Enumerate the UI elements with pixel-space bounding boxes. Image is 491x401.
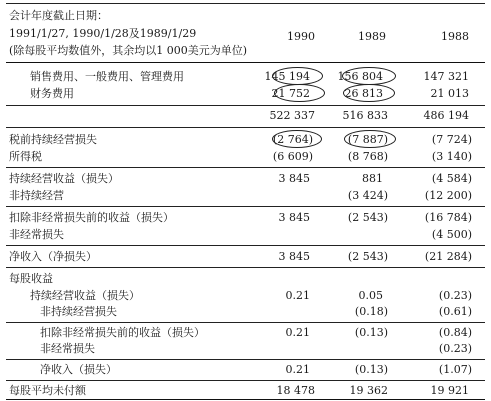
- circled-value: [271, 84, 325, 102]
- cell: 26 813: [344, 87, 383, 100]
- cell: (4 584): [431, 172, 472, 185]
- cell: 21 752: [271, 87, 310, 100]
- row-label-sga: 销售费用、一般费用、管理费用: [30, 70, 184, 83]
- cell: 0.21: [285, 326, 310, 339]
- section-rule: [6, 359, 485, 360]
- cell: (0.61): [438, 305, 472, 318]
- cell: 145 194: [264, 70, 310, 83]
- cell: (7 724): [431, 133, 472, 146]
- cell: (0.18): [354, 305, 388, 318]
- header-line-2: 1991/1/27, 1990/1/28及1989/1/29: [9, 27, 197, 40]
- circled-value: [342, 67, 396, 85]
- row-label-income-tax: 所得税: [9, 150, 42, 163]
- section-rule: [6, 127, 485, 128]
- circled-value: [344, 130, 396, 148]
- cell: (2 764): [272, 133, 313, 146]
- circled-value: [272, 67, 323, 85]
- circled-value: [343, 84, 395, 102]
- row-label-continuing-ops: 持续经营收益（损失）: [9, 172, 119, 185]
- row-label-eps-continuing: 持续经营收益（损失）: [30, 289, 140, 302]
- row-label-finance: 财务费用: [30, 87, 74, 100]
- row-label-eps-before-extraordinary: 扣除非经常损失前的收益（损失）: [40, 326, 205, 339]
- cell: 19 921: [430, 384, 469, 397]
- row-label-net-income: 净收入（净损失）: [9, 250, 97, 263]
- cell: 486 194: [423, 109, 469, 122]
- top-rule: [6, 3, 485, 4]
- section-rule: [6, 245, 485, 246]
- cell: 0.21: [285, 363, 310, 376]
- row-label-discontinued-ops: 非持续经营: [9, 189, 64, 202]
- cell: (6 609): [272, 150, 313, 163]
- cell: 522 337: [269, 109, 315, 122]
- cell: (2 543): [347, 211, 388, 224]
- row-label-eps-net: 净收入（损失）: [40, 363, 117, 376]
- cell: 516 833: [342, 109, 388, 122]
- cell: 3 845: [278, 172, 310, 185]
- cell: 881: [362, 172, 383, 185]
- cell: (0.13): [354, 326, 388, 339]
- cell: (0.23): [438, 289, 472, 302]
- subtotal-rule: [6, 105, 485, 106]
- year-col-1989: 1989: [358, 30, 386, 43]
- row-label-before-extraordinary: 扣除非经常损失前的收益（损失）: [9, 211, 174, 224]
- header-line-3: (除每股平均数值外，其余均以1 000美元为单位): [9, 44, 248, 57]
- cell: 18 478: [276, 384, 315, 397]
- cell: 3 845: [278, 250, 310, 263]
- row-label-eps: 每股收益: [9, 272, 53, 285]
- bottom-rule: [6, 399, 485, 400]
- year-col-1988: 1988: [441, 30, 469, 43]
- section-rule: [6, 322, 485, 323]
- row-label-pretax-loss: 税前持续经营损失: [9, 133, 97, 146]
- cell: (7 887): [347, 133, 388, 146]
- cell: 156 804: [337, 70, 383, 83]
- year-col-1990: 1990: [287, 30, 315, 43]
- cell: (12 200): [424, 189, 472, 202]
- section-rule: [6, 267, 485, 268]
- cell: (16 784): [424, 211, 472, 224]
- cell: (0.13): [354, 363, 388, 376]
- cell: 21 013: [430, 87, 469, 100]
- section-rule: [6, 206, 485, 207]
- circled-value: [272, 130, 322, 148]
- cell: (4 500): [431, 228, 472, 241]
- cell: 3 845: [278, 211, 310, 224]
- cell: (0.84): [438, 326, 472, 339]
- row-label-extraordinary-loss: 非经常损失: [9, 228, 64, 241]
- section-rule: [6, 167, 485, 168]
- cell: (2 543): [347, 250, 388, 263]
- cell: 19 362: [349, 384, 388, 397]
- cell: (3 424): [347, 189, 388, 202]
- cell: (21 284): [424, 250, 472, 263]
- cell: 0.05: [358, 289, 383, 302]
- header-rule: [6, 62, 485, 63]
- section-rule: [6, 380, 485, 381]
- cell: (8 768): [347, 150, 388, 163]
- row-label-avg-shares: 每股平均未付额: [9, 384, 86, 397]
- cell: (1.07): [438, 363, 472, 376]
- row-label-eps-discontinued: 非持续经营损失: [40, 305, 117, 318]
- cell: 0.21: [285, 289, 310, 302]
- header-line-1: 会计年度截止日期：: [9, 9, 108, 22]
- cell: (0.23): [438, 342, 472, 355]
- cell: (3 140): [431, 150, 472, 163]
- cell: 147 321: [423, 70, 469, 83]
- row-label-eps-extraordinary: 非经常损失: [40, 342, 95, 355]
